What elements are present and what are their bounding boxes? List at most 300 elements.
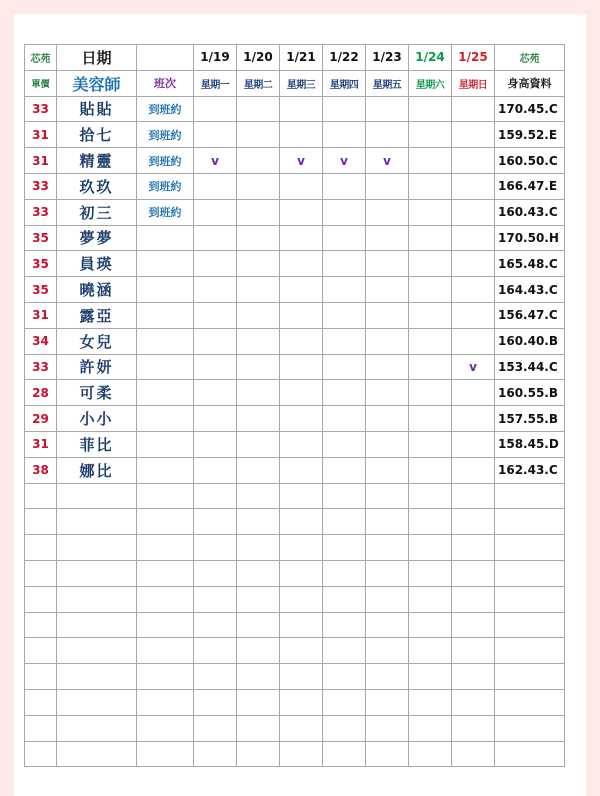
height-data: 156.47.C xyxy=(495,302,565,328)
day-mark-cell xyxy=(280,122,323,148)
beautician-row xyxy=(25,431,565,457)
empty-cell xyxy=(57,509,137,535)
unit-price: 33 xyxy=(25,199,57,225)
day-mark-cell xyxy=(452,328,495,354)
beautician-row xyxy=(25,406,565,432)
unit-price: 38 xyxy=(25,457,57,483)
empty-cell xyxy=(409,483,452,509)
beautician-row xyxy=(25,96,565,122)
day-mark-cell xyxy=(409,354,452,380)
day-mark-cell xyxy=(194,199,237,225)
empty-row xyxy=(25,741,565,767)
empty-cell xyxy=(57,689,137,715)
shift-cell: 到班約 xyxy=(137,148,194,174)
shift-cell: 到班約 xyxy=(137,96,194,122)
empty-cell xyxy=(194,535,237,561)
day-mark-cell xyxy=(194,457,237,483)
day-mark-cell xyxy=(452,277,495,303)
empty-cell xyxy=(366,664,409,690)
beautician-name: 拾七 xyxy=(57,122,137,148)
empty-cell xyxy=(194,509,237,535)
shift-cell xyxy=(137,380,194,406)
empty-cell xyxy=(452,586,495,612)
empty-cell xyxy=(237,586,280,612)
empty-cell xyxy=(137,715,194,741)
beautician-row xyxy=(25,354,565,380)
unit-price: 31 xyxy=(25,302,57,328)
day-mark-cell xyxy=(452,199,495,225)
day-mark-cell xyxy=(452,431,495,457)
empty-row xyxy=(25,612,565,638)
empty-cell xyxy=(237,612,280,638)
beautician-row xyxy=(25,122,565,148)
empty-cell xyxy=(57,664,137,690)
shift-cell xyxy=(137,406,194,432)
unit-price: 31 xyxy=(25,148,57,174)
day-mark-cell xyxy=(409,457,452,483)
empty-row xyxy=(25,715,565,741)
day-mark-cell xyxy=(237,380,280,406)
empty-cell xyxy=(57,483,137,509)
empty-cell xyxy=(495,689,565,715)
empty-cell xyxy=(280,664,323,690)
empty-cell xyxy=(366,586,409,612)
weekday-cell: 星期三 xyxy=(280,70,323,96)
day-mark-cell xyxy=(366,199,409,225)
weekday-cell: 星期四 xyxy=(323,70,366,96)
beautician-row xyxy=(25,277,565,303)
shift-cell: 到班約 xyxy=(137,122,194,148)
empty-cell xyxy=(366,715,409,741)
empty-cell xyxy=(25,715,57,741)
beautician-name: 小小 xyxy=(57,406,137,432)
empty-cell xyxy=(366,638,409,664)
empty-cell xyxy=(194,560,237,586)
empty-cell xyxy=(137,586,194,612)
empty-cell xyxy=(452,535,495,561)
unit-price: 29 xyxy=(25,406,57,432)
day-mark-cell xyxy=(409,328,452,354)
weekday-cell-saturday: 星期六 xyxy=(409,70,452,96)
day-mark-cell xyxy=(409,225,452,251)
beautician-row xyxy=(25,173,565,199)
day-mark-cell xyxy=(237,457,280,483)
day-mark-cell xyxy=(237,96,280,122)
empty-cell xyxy=(137,664,194,690)
day-mark-cell xyxy=(280,173,323,199)
beautician-row xyxy=(25,302,565,328)
height-data: 158.45.D xyxy=(495,431,565,457)
day-mark-cell xyxy=(237,122,280,148)
height-data: 162.43.C xyxy=(495,457,565,483)
height-data: 153.44.C xyxy=(495,354,565,380)
empty-row xyxy=(25,560,565,586)
shift-cell xyxy=(137,457,194,483)
day-mark-cell xyxy=(280,406,323,432)
unit-price: 35 xyxy=(25,225,57,251)
date-cell: 1/20 xyxy=(237,45,280,71)
day-mark-cell xyxy=(323,199,366,225)
day-mark-cell xyxy=(194,251,237,277)
shift-label: 班次 xyxy=(137,70,194,96)
day-mark-cell xyxy=(323,277,366,303)
empty-row xyxy=(25,586,565,612)
unit-price: 35 xyxy=(25,277,57,303)
unit-price-label: 單價 xyxy=(25,70,57,96)
shift-cell xyxy=(137,277,194,303)
day-mark-cell xyxy=(366,277,409,303)
empty-cell xyxy=(194,612,237,638)
day-mark-cell xyxy=(452,251,495,277)
day-mark-cell xyxy=(452,225,495,251)
empty-cell xyxy=(495,638,565,664)
day-mark-cell xyxy=(366,380,409,406)
day-mark-cell xyxy=(237,277,280,303)
date-cell: 1/22 xyxy=(323,45,366,71)
beautician-name: 許妍 xyxy=(57,354,137,380)
date-header-row xyxy=(25,45,565,71)
height-data: 166.47.E xyxy=(495,173,565,199)
empty-cell xyxy=(495,664,565,690)
day-mark-cell xyxy=(452,380,495,406)
height-data: 160.43.C xyxy=(495,199,565,225)
empty-cell xyxy=(25,741,57,767)
shift-cell xyxy=(137,354,194,380)
shift-cell: 到班約 xyxy=(137,173,194,199)
day-mark-cell xyxy=(409,148,452,174)
day-mark-cell xyxy=(366,302,409,328)
empty-row xyxy=(25,535,565,561)
empty-cell xyxy=(194,483,237,509)
day-mark-cell xyxy=(323,225,366,251)
weekday-cell: 星期五 xyxy=(366,70,409,96)
empty-cell xyxy=(137,612,194,638)
empty-cell xyxy=(409,509,452,535)
empty-cell xyxy=(237,560,280,586)
day-mark-cell xyxy=(280,199,323,225)
empty-cell xyxy=(237,715,280,741)
empty-cell xyxy=(409,664,452,690)
empty-cell xyxy=(25,483,57,509)
empty-cell xyxy=(25,560,57,586)
empty-cell xyxy=(495,560,565,586)
day-mark-cell xyxy=(452,122,495,148)
empty-cell xyxy=(452,612,495,638)
beautician-row xyxy=(25,328,565,354)
empty-cell xyxy=(409,586,452,612)
unit-price: 34 xyxy=(25,328,57,354)
empty-cell xyxy=(25,638,57,664)
empty-cell xyxy=(409,715,452,741)
day-mark-cell xyxy=(237,199,280,225)
date-cell: 1/23 xyxy=(366,45,409,71)
empty-cell xyxy=(25,509,57,535)
empty-cell xyxy=(366,483,409,509)
empty-cell xyxy=(323,560,366,586)
empty-cell xyxy=(280,509,323,535)
beautician-name: 員瑛 xyxy=(57,251,137,277)
weekday-cell: 星期二 xyxy=(237,70,280,96)
day-mark-cell xyxy=(323,431,366,457)
day-mark-cell xyxy=(323,122,366,148)
day-mark-cell xyxy=(452,173,495,199)
height-data: 165.48.C xyxy=(495,251,565,277)
empty-cell xyxy=(452,664,495,690)
empty-cell xyxy=(452,638,495,664)
day-mark-cell xyxy=(194,431,237,457)
empty-cell xyxy=(280,483,323,509)
empty-cell xyxy=(280,715,323,741)
empty-cell xyxy=(137,689,194,715)
day-mark-cell xyxy=(409,199,452,225)
day-mark-cell xyxy=(452,406,495,432)
brand-right: 芯苑 xyxy=(495,45,565,71)
empty-cell xyxy=(323,509,366,535)
empty-cell xyxy=(25,535,57,561)
empty-cell xyxy=(495,612,565,638)
empty-cell xyxy=(452,483,495,509)
empty-cell xyxy=(323,741,366,767)
empty-cell xyxy=(495,535,565,561)
empty-cell xyxy=(137,638,194,664)
day-mark-cell xyxy=(280,302,323,328)
day-mark-cell xyxy=(409,96,452,122)
day-mark-cell xyxy=(194,173,237,199)
day-mark-cell: v xyxy=(323,148,366,174)
schedule-table xyxy=(24,44,565,767)
unit-price: 35 xyxy=(25,251,57,277)
empty-cell xyxy=(366,560,409,586)
day-mark-cell xyxy=(194,96,237,122)
height-data: 160.55.B xyxy=(495,380,565,406)
beautician-row xyxy=(25,380,565,406)
day-mark-cell xyxy=(452,457,495,483)
empty-cell xyxy=(495,715,565,741)
weekday-cell-sunday: 星期日 xyxy=(452,70,495,96)
day-mark-cell xyxy=(280,251,323,277)
day-mark-cell: v xyxy=(194,148,237,174)
empty-cell xyxy=(237,509,280,535)
empty-row xyxy=(25,638,565,664)
beautician-name: 菲比 xyxy=(57,431,137,457)
unit-price: 33 xyxy=(25,96,57,122)
height-data-label: 身高資料 xyxy=(495,70,565,96)
empty-cell xyxy=(237,638,280,664)
empty-cell xyxy=(495,483,565,509)
weekday-header-row xyxy=(25,70,565,96)
beautician-name: 露亞 xyxy=(57,302,137,328)
empty-cell xyxy=(237,535,280,561)
empty-cell xyxy=(237,664,280,690)
empty-cell xyxy=(280,741,323,767)
beautician-row xyxy=(25,251,565,277)
empty-cell xyxy=(237,689,280,715)
empty-cell xyxy=(409,560,452,586)
day-mark-cell xyxy=(323,380,366,406)
shift-cell xyxy=(137,431,194,457)
empty-cell xyxy=(452,715,495,741)
beautician-name: 女兒 xyxy=(57,328,137,354)
day-mark-cell xyxy=(323,96,366,122)
empty-cell xyxy=(137,483,194,509)
day-mark-cell xyxy=(280,380,323,406)
empty-cell xyxy=(237,483,280,509)
empty-cell xyxy=(194,715,237,741)
empty-cell xyxy=(280,638,323,664)
weekday-cell: 星期一 xyxy=(194,70,237,96)
empty-cell xyxy=(409,612,452,638)
day-mark-cell xyxy=(194,380,237,406)
day-mark-cell xyxy=(280,431,323,457)
day-mark-cell xyxy=(237,406,280,432)
height-data: 160.50.C xyxy=(495,148,565,174)
empty-cell xyxy=(137,741,194,767)
beautician-name: 夢夢 xyxy=(57,225,137,251)
unit-price: 31 xyxy=(25,122,57,148)
day-mark-cell xyxy=(409,251,452,277)
day-mark-cell xyxy=(409,122,452,148)
empty-cell xyxy=(194,664,237,690)
empty-cell xyxy=(495,586,565,612)
beautician-label: 美容師 xyxy=(57,70,137,96)
empty-row xyxy=(25,664,565,690)
unit-price: 33 xyxy=(25,354,57,380)
empty-cell xyxy=(137,509,194,535)
date-cell: 1/21 xyxy=(280,45,323,71)
day-mark-cell xyxy=(366,96,409,122)
empty-cell xyxy=(452,560,495,586)
height-data: 159.52.E xyxy=(495,122,565,148)
date-cell-saturday: 1/24 xyxy=(409,45,452,71)
empty-cell xyxy=(409,638,452,664)
empty-cell xyxy=(323,586,366,612)
blank-header-cell xyxy=(137,45,194,71)
empty-cell xyxy=(409,689,452,715)
day-mark-cell xyxy=(323,328,366,354)
empty-cell xyxy=(280,689,323,715)
empty-cell xyxy=(409,535,452,561)
empty-cell xyxy=(495,509,565,535)
empty-cell xyxy=(409,741,452,767)
day-mark-cell xyxy=(366,328,409,354)
day-mark-cell xyxy=(366,173,409,199)
day-mark-cell xyxy=(366,251,409,277)
day-mark-cell xyxy=(237,251,280,277)
day-mark-cell xyxy=(323,406,366,432)
height-data: 160.40.B xyxy=(495,328,565,354)
day-mark-cell xyxy=(409,431,452,457)
empty-cell xyxy=(57,586,137,612)
day-mark-cell xyxy=(366,406,409,432)
empty-cell xyxy=(194,741,237,767)
empty-cell xyxy=(237,741,280,767)
day-mark-cell xyxy=(194,225,237,251)
beautician-row xyxy=(25,199,565,225)
beautician-name: 可柔 xyxy=(57,380,137,406)
beautician-name: 曉涵 xyxy=(57,277,137,303)
day-mark-cell xyxy=(194,122,237,148)
height-data: 164.43.C xyxy=(495,277,565,303)
day-mark-cell xyxy=(237,431,280,457)
empty-cell xyxy=(25,664,57,690)
schedule-sheet xyxy=(14,14,586,796)
day-mark-cell xyxy=(237,225,280,251)
empty-cell xyxy=(323,483,366,509)
day-mark-cell xyxy=(323,173,366,199)
empty-cell xyxy=(495,741,565,767)
date-title: 日期 xyxy=(57,45,137,71)
day-mark-cell xyxy=(323,354,366,380)
empty-cell xyxy=(366,741,409,767)
day-mark-cell xyxy=(237,302,280,328)
empty-cell xyxy=(280,612,323,638)
day-mark-cell xyxy=(366,122,409,148)
height-data: 157.55.B xyxy=(495,406,565,432)
unit-price: 33 xyxy=(25,173,57,199)
empty-cell xyxy=(323,638,366,664)
empty-cell xyxy=(323,715,366,741)
beautician-row xyxy=(25,225,565,251)
shift-cell xyxy=(137,225,194,251)
empty-cell xyxy=(25,586,57,612)
empty-cell xyxy=(323,612,366,638)
day-mark-cell xyxy=(323,251,366,277)
beautician-name: 娜比 xyxy=(57,457,137,483)
day-mark-cell xyxy=(409,406,452,432)
height-data: 170.50.H xyxy=(495,225,565,251)
day-mark-cell: v xyxy=(452,354,495,380)
day-mark-cell xyxy=(409,173,452,199)
day-mark-cell xyxy=(237,173,280,199)
empty-cell xyxy=(57,741,137,767)
day-mark-cell xyxy=(366,354,409,380)
empty-cell xyxy=(323,664,366,690)
day-mark-cell xyxy=(280,328,323,354)
beautician-row xyxy=(25,457,565,483)
empty-cell xyxy=(280,560,323,586)
empty-cell xyxy=(452,509,495,535)
day-mark-cell xyxy=(366,457,409,483)
empty-cell xyxy=(452,689,495,715)
unit-price: 28 xyxy=(25,380,57,406)
day-mark-cell xyxy=(409,277,452,303)
empty-row xyxy=(25,689,565,715)
empty-cell xyxy=(25,689,57,715)
empty-row xyxy=(25,483,565,509)
empty-cell xyxy=(57,638,137,664)
day-mark-cell xyxy=(409,302,452,328)
day-mark-cell xyxy=(452,96,495,122)
day-mark-cell xyxy=(452,148,495,174)
empty-cell xyxy=(323,535,366,561)
empty-row xyxy=(25,509,565,535)
day-mark-cell xyxy=(280,354,323,380)
day-mark-cell xyxy=(366,431,409,457)
day-mark-cell xyxy=(194,328,237,354)
beautician-name: 精靈 xyxy=(57,148,137,174)
empty-cell xyxy=(25,612,57,638)
empty-cell xyxy=(194,689,237,715)
empty-cell xyxy=(137,535,194,561)
empty-cell xyxy=(366,689,409,715)
day-mark-cell xyxy=(194,302,237,328)
day-mark-cell xyxy=(194,277,237,303)
unit-price: 31 xyxy=(25,431,57,457)
empty-cell xyxy=(366,535,409,561)
empty-cell xyxy=(280,586,323,612)
brand-left: 芯苑 xyxy=(25,45,57,71)
day-mark-cell xyxy=(280,457,323,483)
